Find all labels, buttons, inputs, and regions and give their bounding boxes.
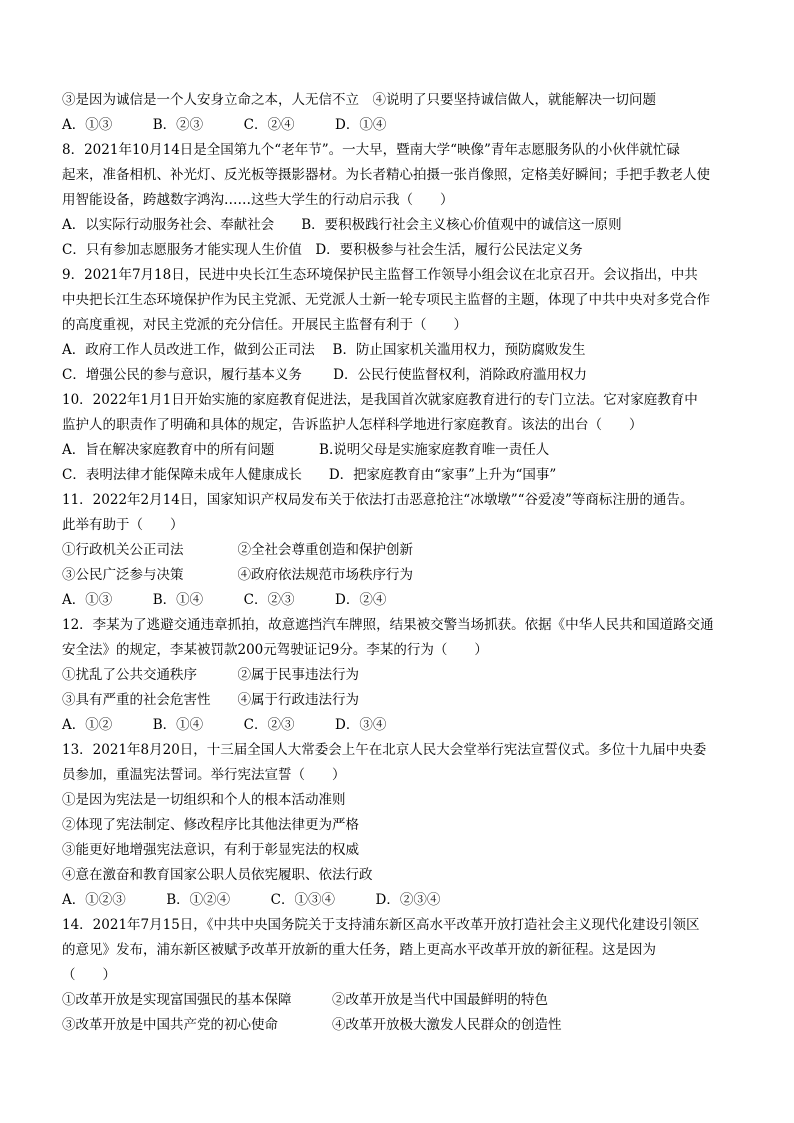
q8-stem-line-1: 8．2021年10月14日是全国第九个“老年节”。一大早，暨南大学“映像”青年志愿服务队的小伙伴就忙碌 bbox=[62, 142, 680, 158]
q13-stem-line-2: 员参加，重温宪法誓词。举行宪法宣誓（ ） bbox=[62, 767, 346, 783]
q7-option-3-4: ③是因为诚信是一个人安身立命之本，人无信不立 ④说明了只要坚持诚信做人，就能解决一切问题 bbox=[62, 92, 656, 108]
q13-option-3: ③能更好地增强宪法意识，有利于彰显宪法的权威 bbox=[62, 842, 359, 858]
q9-stem-line-2: 中央把长江生态环境保护作为民主党派、无党派人士新一轮专项民主监督的主题，体现了中共中央对多党合作 bbox=[62, 292, 710, 308]
q10-choices-cd: C．表明法律才能保障未成年人健康成长 D．把家庭教育由“家事”上升为“国事” bbox=[62, 467, 557, 483]
q9-choices-ab: A．政府工作人员改进工作，做到公正司法 B．防止国家机关滥用权力，预防腐败发生 bbox=[62, 342, 586, 358]
q8-stem-line-2: 起来，准备相机、补光灯、反光板等摄影器材。为长者精心拍摄一张肖像照，定格美好瞬间；手把手教老人使 bbox=[62, 167, 710, 183]
q14-options-1-2: ①改革开放是实现富国强民的基本保障 ②改革开放是当代中国最鲜明的特色 bbox=[62, 992, 548, 1008]
q12-options-3-4: ③具有严重的社会危害性 ④属于行政违法行为 bbox=[62, 692, 359, 708]
q8-choices-ab: A．以实际行动服务社会、奉献社会 B．要积极践行社会主义核心价值观中的诚信这一原则 bbox=[62, 217, 622, 233]
q10-stem-line-2: 监护人的职责作了明确和具体的规定，告诉监护人怎样科学地进行家庭教育。该法的出台（ ） bbox=[62, 417, 643, 433]
q9-stem-line-3: 的高度重视，对民主党派的充分信任。开展民主监督有利于（ ） bbox=[62, 317, 467, 333]
q12-answer-choices: A．①② B．①④ C．②③ D．③④ bbox=[62, 717, 387, 733]
q13-option-1: ①是因为宪法是一切组织和个人的根本活动准则 bbox=[62, 792, 346, 808]
q11-stem-line-2: 此举有助于（ ） bbox=[62, 517, 184, 533]
q12-stem-line-1: 12．李某为了逃避交通违章抓拍，故意遮挡汽车牌照，结果被交警当场抓获。依据《中华人民共和国道路交通 bbox=[62, 617, 714, 633]
q8-stem-line-3: 用智能设备，跨越数字鸿沟……这些大学生的行动启示我（ ） bbox=[62, 192, 454, 208]
q12-stem-line-2: 安全法》的规定，李某被罚款200元驾驶证记9分。李某的行为（ ） bbox=[62, 642, 488, 658]
q13-stem-line-1: 13．2021年8月20日，十三届全国人大常委会上午在北京人民大会堂举行宪法宣誓仪式。多位十九届中央委 bbox=[62, 742, 707, 758]
q7-answer-choices: A．①③ B．②③ C．②④ D．①④ bbox=[62, 117, 387, 133]
q14-stem-line-3: （ ） bbox=[62, 967, 116, 983]
q14-stem-line-1: 14．2021年7月15日，《中共中央国务院关于支持浦东新区高水平改革开放打造社会主义现代化建设引领区 bbox=[62, 917, 700, 933]
q11-stem-line-1: 11．2022年2月14日，国家知识产权局发布关于依法打击恶意抢注“冰墩墩”“谷爱凌”等商标注册的通告。 bbox=[62, 492, 694, 508]
q8-choices-cd: C．只有参加志愿服务才能实现人生价值 D．要积极参与社会生活，履行公民法定义务 bbox=[62, 242, 583, 258]
q9-choices-cd: C．增强公民的参与意识，履行基本义务 D．公民行使监督权利，消除政府滥用权力 bbox=[62, 367, 587, 383]
q13-option-4: ④意在激奋和教育国家公职人员依宪履职、依法行政 bbox=[62, 867, 373, 883]
q10-choices-ab: A．旨在解决家庭教育中的所有问题 B.说明父母是实施家庭教育唯一责任人 bbox=[62, 442, 550, 458]
q14-options-3-4: ③改革开放是中国共产党的初心使命 ④改革开放极大激发人民群众的创造性 bbox=[62, 1017, 562, 1033]
q11-options-3-4: ③公民广泛参与决策 ④政府依法规范市场秩序行为 bbox=[62, 567, 413, 583]
q14-stem-line-2: 的意见》发布，浦东新区被赋予改革开放新的重大任务，踏上更高水平改革开放的新征程。这是因为 bbox=[62, 942, 656, 958]
q10-stem-line-1: 10．2022年1月1日开始实施的家庭教育促进法，是我国首次就家庭教育进行的专门立法。它对家庭教育中 bbox=[62, 392, 698, 408]
q11-options-1-2: ①行政机关公正司法 ②全社会尊重创造和保护创新 bbox=[62, 542, 413, 558]
q12-options-1-2: ①扰乱了公共交通秩序 ②属于民事违法行为 bbox=[62, 667, 359, 683]
q13-answer-choices: A．①②③ B．①②④ C．①③④ D．②③④ bbox=[62, 892, 441, 908]
q13-option-2: ②体现了宪法制定、修改程序比其他法律更为严格 bbox=[62, 817, 359, 833]
q9-stem-line-1: 9．2021年7月18日，民进中央长江生态环境保护民主监督工作领导小组会议在北京召开。会议指出，中共 bbox=[62, 267, 698, 283]
q11-answer-choices: A．①③ B．①④ C．②③ D．②④ bbox=[62, 592, 387, 608]
